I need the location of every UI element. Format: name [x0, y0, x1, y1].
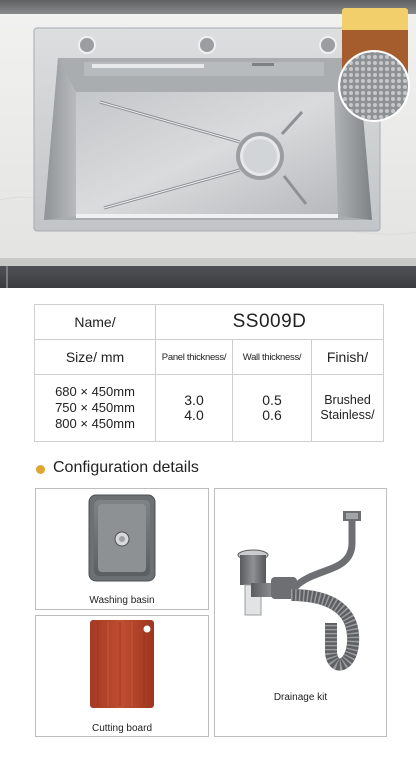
drainage-kit-image — [215, 503, 386, 693]
spec-table — [34, 304, 384, 442]
wall-thickness-value: 0.6 — [262, 407, 282, 423]
cutting-board-card — [35, 615, 209, 737]
size-value: 800 × 450mm — [55, 416, 135, 431]
panel-thickness-value: 3.0 — [184, 392, 204, 408]
size-label: Size/ mm — [34, 339, 156, 375]
name-label: Name/ — [34, 304, 156, 340]
panel-thickness-values — [155, 374, 233, 442]
cutting-board-label: Cutting board — [91, 723, 153, 734]
size-value: 680 × 450mm — [55, 384, 135, 399]
wall-thickness-values — [232, 374, 312, 442]
drainage-kit-label: Drainage kit — [273, 692, 328, 703]
model-name: SS009D — [155, 304, 384, 340]
product-photo — [0, 0, 416, 288]
washing-basin-image — [36, 489, 208, 589]
finish-value: Brushed — [324, 393, 371, 407]
configuration-title: Configuration details — [53, 459, 199, 476]
wall-thickness-header: Wall thickness/ — [232, 339, 312, 375]
washing-basin-card — [35, 488, 209, 610]
size-values — [34, 374, 156, 442]
size-value: 750 × 450mm — [55, 400, 135, 415]
washing-basin-label: Washing basin — [89, 595, 155, 606]
finish-values — [311, 374, 384, 442]
sink-illustration — [0, 0, 416, 288]
wall-thickness-value: 0.5 — [262, 392, 282, 408]
finish-value: Stainless/ — [320, 408, 375, 422]
drainage-kit-card — [214, 488, 387, 737]
finish-header: Finish/ — [311, 339, 384, 375]
cutting-board-image — [36, 616, 208, 714]
panel-thickness-header: Panel thickness/ — [155, 339, 233, 375]
panel-thickness-value: 4.0 — [184, 407, 204, 423]
bullet-dot-icon — [36, 465, 45, 474]
